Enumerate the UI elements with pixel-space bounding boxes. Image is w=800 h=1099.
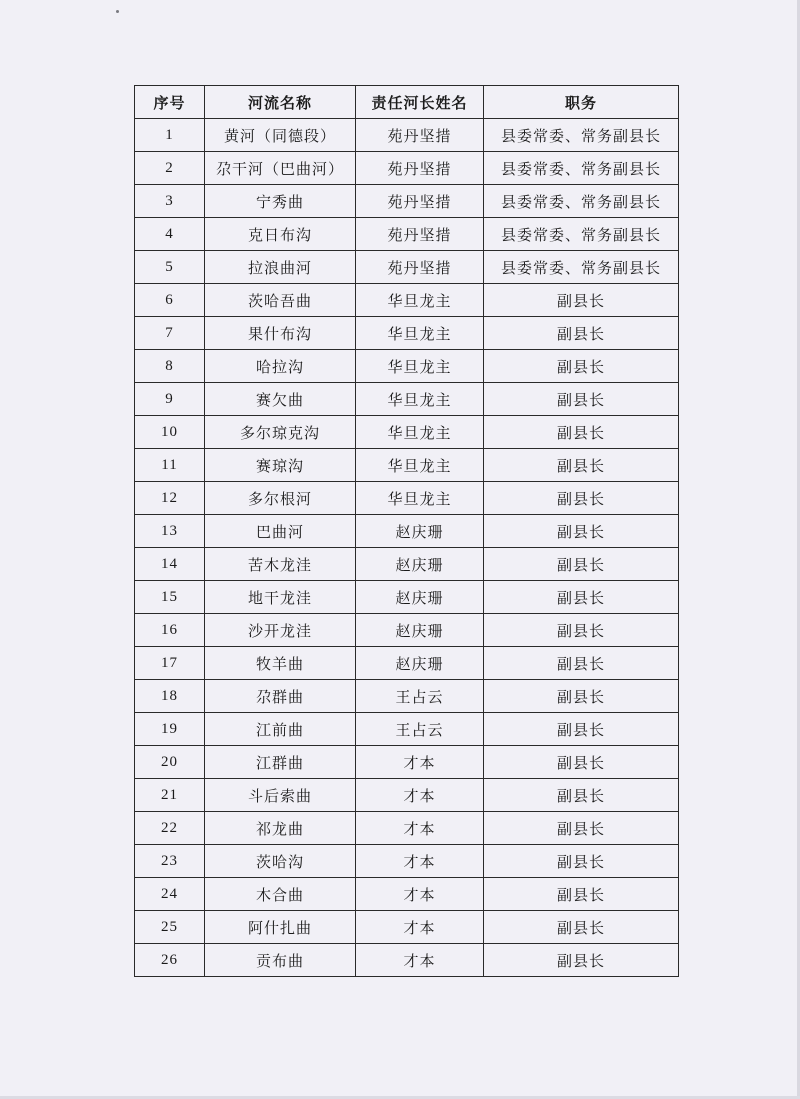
cell-position: 副县长: [484, 812, 679, 845]
cell-river-name: 贡布曲: [205, 944, 356, 977]
cell-chief-name: 才本: [356, 845, 484, 878]
cell-river-name: 克日布沟: [205, 218, 356, 251]
cell-river-name: 苦木龙洼: [205, 548, 356, 581]
header-river-chief-name: 责任河长姓名: [356, 86, 484, 119]
cell-serial-number: 9: [135, 383, 205, 416]
cell-position: 副县长: [484, 713, 679, 746]
cell-river-name: 茨哈沟: [205, 845, 356, 878]
cell-serial-number: 4: [135, 218, 205, 251]
cell-chief-name: 王占云: [356, 680, 484, 713]
cell-position: 副县长: [484, 350, 679, 383]
cell-serial-number: 8: [135, 350, 205, 383]
cell-river-name: 巴曲河: [205, 515, 356, 548]
cell-river-name: 赛欠曲: [205, 383, 356, 416]
cell-position: 副县长: [484, 515, 679, 548]
cell-position: 副县长: [484, 581, 679, 614]
cell-serial-number: 13: [135, 515, 205, 548]
cell-chief-name: 华旦龙主: [356, 350, 484, 383]
header-position: 职务: [484, 86, 679, 119]
cell-serial-number: 10: [135, 416, 205, 449]
cell-river-name: 尕群曲: [205, 680, 356, 713]
cell-position: 副县长: [484, 845, 679, 878]
cell-chief-name: 华旦龙主: [356, 482, 484, 515]
table-row: [135, 581, 679, 614]
cell-serial-number: 24: [135, 878, 205, 911]
cell-serial-number: 21: [135, 779, 205, 812]
table-body: [135, 119, 679, 977]
header-serial-number: 序号: [135, 86, 205, 119]
cell-serial-number: 23: [135, 845, 205, 878]
cell-position: 副县长: [484, 548, 679, 581]
cell-chief-name: 赵庆珊: [356, 647, 484, 680]
cell-position: 县委常委、常务副县长: [484, 152, 679, 185]
cell-serial-number: 11: [135, 449, 205, 482]
cell-serial-number: 12: [135, 482, 205, 515]
table-row: [135, 812, 679, 845]
table-row: [135, 779, 679, 812]
cell-serial-number: 3: [135, 185, 205, 218]
cell-chief-name: 赵庆珊: [356, 614, 484, 647]
cell-chief-name: 华旦龙主: [356, 383, 484, 416]
scan-speck: [116, 10, 119, 13]
table-row: [135, 119, 679, 152]
cell-chief-name: 赵庆珊: [356, 515, 484, 548]
cell-chief-name: 华旦龙主: [356, 449, 484, 482]
cell-position: 副县长: [484, 482, 679, 515]
cell-serial-number: 26: [135, 944, 205, 977]
cell-position: 副县长: [484, 746, 679, 779]
cell-river-name: 牧羊曲: [205, 647, 356, 680]
cell-serial-number: 16: [135, 614, 205, 647]
table-row: [135, 713, 679, 746]
cell-serial-number: 2: [135, 152, 205, 185]
cell-chief-name: 苑丹坚措: [356, 152, 484, 185]
cell-serial-number: 6: [135, 284, 205, 317]
cell-river-name: 多尔根河: [205, 482, 356, 515]
cell-chief-name: 才本: [356, 878, 484, 911]
table-row: [135, 218, 679, 251]
cell-chief-name: 才本: [356, 812, 484, 845]
table-row: [135, 647, 679, 680]
table-row: [135, 317, 679, 350]
cell-river-name: 斗后索曲: [205, 779, 356, 812]
cell-position: 副县长: [484, 911, 679, 944]
cell-position: 县委常委、常务副县长: [484, 119, 679, 152]
cell-serial-number: 19: [135, 713, 205, 746]
table-row: [135, 911, 679, 944]
table-row: [135, 284, 679, 317]
table-row: [135, 548, 679, 581]
cell-river-name: 拉浪曲河: [205, 251, 356, 284]
cell-position: 县委常委、常务副县长: [484, 251, 679, 284]
cell-serial-number: 20: [135, 746, 205, 779]
cell-chief-name: 赵庆珊: [356, 548, 484, 581]
cell-chief-name: 华旦龙主: [356, 416, 484, 449]
cell-position: 副县长: [484, 449, 679, 482]
table-row: [135, 680, 679, 713]
cell-river-name: 宁秀曲: [205, 185, 356, 218]
table-row: [135, 449, 679, 482]
cell-serial-number: 15: [135, 581, 205, 614]
cell-river-name: 多尔琼克沟: [205, 416, 356, 449]
cell-serial-number: 1: [135, 119, 205, 152]
table-row: [135, 185, 679, 218]
cell-position: 副县长: [484, 614, 679, 647]
table-row: [135, 152, 679, 185]
cell-chief-name: 华旦龙主: [356, 284, 484, 317]
cell-river-name: 江前曲: [205, 713, 356, 746]
table-row: [135, 251, 679, 284]
cell-position: 县委常委、常务副县长: [484, 218, 679, 251]
cell-position: 副县长: [484, 944, 679, 977]
table-row: [135, 515, 679, 548]
cell-river-name: 木合曲: [205, 878, 356, 911]
cell-river-name: 尕干河（巴曲河）: [205, 152, 356, 185]
cell-river-name: 哈拉沟: [205, 350, 356, 383]
cell-chief-name: 王占云: [356, 713, 484, 746]
river-chief-table: [134, 85, 679, 977]
cell-position: 县委常委、常务副县长: [484, 185, 679, 218]
cell-serial-number: 22: [135, 812, 205, 845]
cell-chief-name: 赵庆珊: [356, 581, 484, 614]
cell-serial-number: 17: [135, 647, 205, 680]
cell-chief-name: 才本: [356, 779, 484, 812]
cell-river-name: 茨哈吾曲: [205, 284, 356, 317]
cell-serial-number: 14: [135, 548, 205, 581]
cell-chief-name: 苑丹坚措: [356, 218, 484, 251]
cell-position: 副县长: [484, 878, 679, 911]
cell-chief-name: 才本: [356, 944, 484, 977]
cell-river-name: 祁龙曲: [205, 812, 356, 845]
table-row: [135, 845, 679, 878]
cell-serial-number: 25: [135, 911, 205, 944]
cell-chief-name: 苑丹坚措: [356, 119, 484, 152]
cell-chief-name: 华旦龙主: [356, 317, 484, 350]
cell-position: 副县长: [484, 680, 679, 713]
cell-serial-number: 7: [135, 317, 205, 350]
cell-serial-number: 5: [135, 251, 205, 284]
table-header: [135, 86, 679, 119]
cell-river-name: 沙开龙洼: [205, 614, 356, 647]
cell-river-name: 阿什扎曲: [205, 911, 356, 944]
cell-position: 副县长: [484, 416, 679, 449]
cell-position: 副县长: [484, 779, 679, 812]
header-river-name: 河流名称: [205, 86, 356, 119]
table-row: [135, 944, 679, 977]
cell-position: 副县长: [484, 383, 679, 416]
cell-chief-name: 苑丹坚措: [356, 251, 484, 284]
table-row: [135, 878, 679, 911]
header-row: [135, 86, 679, 119]
cell-river-name: 赛琼沟: [205, 449, 356, 482]
cell-position: 副县长: [484, 647, 679, 680]
cell-river-name: 黄河（同德段）: [205, 119, 356, 152]
cell-position: 副县长: [484, 284, 679, 317]
table-row: [135, 416, 679, 449]
cell-river-name: 江群曲: [205, 746, 356, 779]
table-row: [135, 482, 679, 515]
table-row: [135, 614, 679, 647]
table-row: [135, 350, 679, 383]
cell-river-name: 果什布沟: [205, 317, 356, 350]
table-row: [135, 383, 679, 416]
cell-chief-name: 才本: [356, 911, 484, 944]
cell-chief-name: 苑丹坚措: [356, 185, 484, 218]
cell-position: 副县长: [484, 317, 679, 350]
cell-serial-number: 18: [135, 680, 205, 713]
table-row: [135, 746, 679, 779]
cell-river-name: 地干龙洼: [205, 581, 356, 614]
cell-chief-name: 才本: [356, 746, 484, 779]
